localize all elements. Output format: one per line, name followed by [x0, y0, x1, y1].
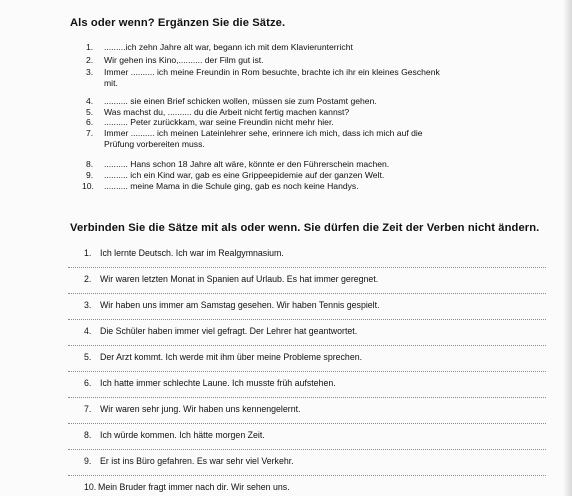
- item-sentences: Er ist ins Büro gefahren. Es war sehr viel Verkehr.: [100, 456, 294, 466]
- item-number: 9.: [86, 170, 94, 180]
- item-sentence: Prüfung vorbereiten muss.: [104, 138, 205, 149]
- exercise2-item: [84, 274, 378, 284]
- item-number: 1.: [84, 248, 92, 258]
- item-sentence: .......... sie einen Brief schicken wollen, müssen sie zum Postamt gehen.: [104, 96, 377, 106]
- exercise2-item: [84, 352, 362, 362]
- answer-line[interactable]: [68, 449, 546, 450]
- item-number: 4.: [84, 326, 92, 336]
- item-number: 8.: [84, 430, 92, 440]
- item-number: 10.: [84, 482, 97, 492]
- item-sentence: Wir gehen ins Kino,.......... der Film gut ist.: [104, 55, 264, 65]
- item-sentences: Wir waren sehr jung. Wir haben uns kennengelernt.: [100, 404, 301, 414]
- item-number: 6.: [84, 378, 92, 388]
- item-sentences: Ich würde kommen. Ich hätte morgen Zeit.: [100, 430, 265, 440]
- item-sentence: Immer .......... ich meinen Lateinlehrer sehe, erinnere ich mich, dass ich mich auf die: [104, 128, 423, 138]
- item-number: 9.: [84, 456, 92, 466]
- answer-line[interactable]: [68, 267, 546, 268]
- item-sentences: Die Schüler haben immer viel gefragt. Der Lehrer hat geantwortet.: [100, 326, 358, 336]
- exercise2-item: [84, 430, 265, 440]
- answer-line[interactable]: [68, 293, 546, 294]
- exercise2-item: [84, 300, 380, 310]
- item-sentences: Wir waren letzten Monat in Spanien auf Urlaub. Es hat immer geregnet.: [100, 274, 379, 284]
- answer-line[interactable]: [68, 475, 546, 476]
- item-sentence: .......... ich ein Kind war, gab es eine Grippeepidemie auf der ganzen Welt.: [104, 170, 385, 180]
- exercise2-title: Verbinden Sie die Sätze mit als oder wenn. Sie dürfen die Zeit der Verben nicht ändern.: [70, 222, 540, 234]
- item-sentences: Ich lernte Deutsch. Ich war im Realgymnasium.: [100, 248, 284, 258]
- item-sentence: Immer .......... ich meine Freundin in Rom besuchte, brachte ich ihr ein kleines Geschenk: [104, 67, 440, 77]
- exercise2-item: [84, 456, 294, 466]
- item-sentence: .......... meine Mama in die Schule ging, gab es noch keine Handys.: [104, 181, 359, 191]
- item-sentences: Mein Bruder fragt immer nach dir. Wir sehen uns.: [98, 482, 290, 492]
- answer-line[interactable]: [68, 319, 546, 320]
- exercise1-title: Als oder wenn? Ergänzen Sie die Sätze.: [70, 17, 286, 29]
- item-number: 1.: [86, 42, 94, 52]
- exercise2-item: [84, 378, 336, 388]
- answer-line[interactable]: [68, 371, 546, 372]
- item-sentence: mit.: [104, 77, 118, 88]
- item-number: 7.: [86, 128, 94, 138]
- item-number: 8.: [86, 159, 94, 169]
- item-sentences: Wir haben uns immer am Samstag gesehen. Wir haben Tennis gespielt.: [100, 300, 380, 310]
- exercise2-item: [84, 404, 300, 414]
- item-sentence: Was machst du, .......... du die Arbeit nicht fertig machen kannst?: [104, 107, 350, 117]
- answer-line[interactable]: [68, 423, 546, 424]
- item-number: 4.: [86, 96, 94, 106]
- exercise2-item: [84, 326, 357, 336]
- exercise2-item: [84, 248, 284, 258]
- item-sentences: Der Arzt kommt. Ich werde mit ihm über meine Probleme sprechen.: [100, 352, 363, 362]
- item-number: 7.: [84, 404, 92, 414]
- item-number: 3.: [84, 300, 92, 310]
- item-sentence: .......... Hans schon 18 Jahre alt wäre, könnte er den Führerschein machen.: [104, 159, 390, 169]
- item-number: 10.: [82, 181, 94, 191]
- item-number: 6.: [86, 117, 94, 127]
- item-sentences: Ich hatte immer schlechte Laune. Ich musste früh aufstehen.: [100, 378, 336, 388]
- item-sentence: .........ich zehn Jahre alt war, begann ich mit dem Klavierunterricht: [104, 42, 353, 52]
- item-sentence: .......... Peter zurückkam, war seine Freundin nicht mehr hier.: [104, 117, 334, 127]
- item-number: 2.: [84, 274, 92, 284]
- item-number: 2.: [86, 55, 94, 65]
- item-number: 5.: [86, 107, 94, 117]
- exercise2-item: [84, 482, 290, 492]
- item-number: 3.: [86, 67, 94, 77]
- answer-line[interactable]: [68, 397, 546, 398]
- page-edge-shadow: [562, 0, 572, 496]
- answer-line[interactable]: [68, 345, 546, 346]
- item-number: 5.: [84, 352, 92, 362]
